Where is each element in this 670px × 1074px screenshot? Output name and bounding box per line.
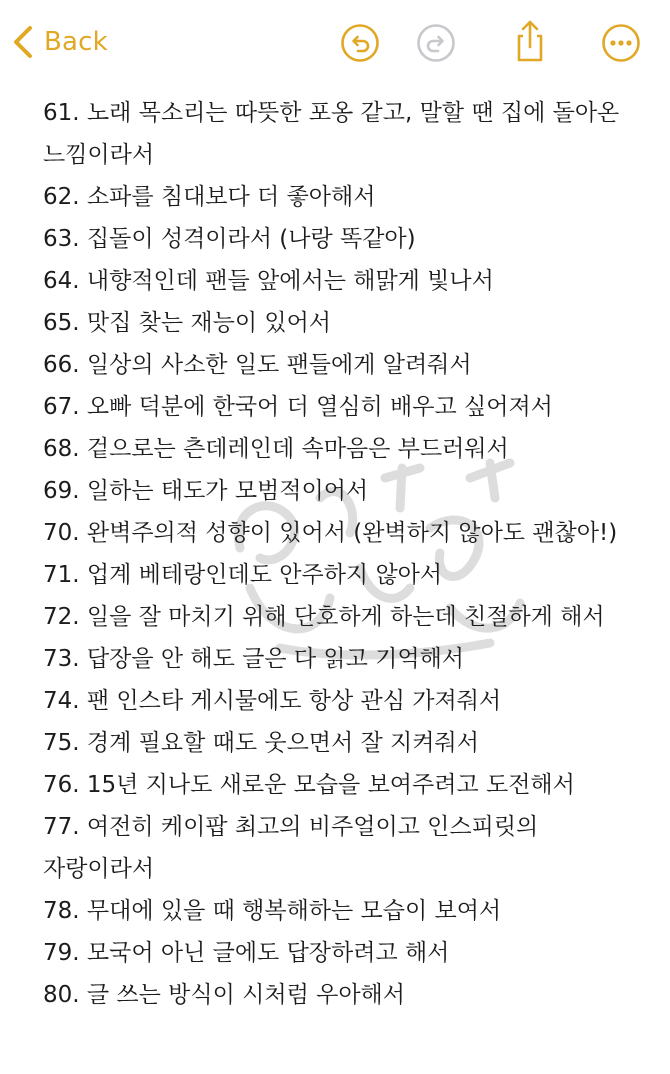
note-line: 71. 업계 베테랑인데도 안주하지 않아서	[43, 562, 443, 588]
more-button[interactable]	[600, 22, 642, 64]
note-line: 61. 노래 목소리는 따뜻한 포옹 같고, 말할 땐 집에 돌아온 느낌이라서	[43, 100, 620, 168]
note-line: 67. 오빠 덕분에 한국어 더 열심히 배우고 싶어져서	[43, 394, 553, 420]
note-line: 70. 완벽주의적 성향이 있어서 (완벽하지 않아도 괜찮아!)	[43, 520, 618, 546]
note-line: 65. 맛집 찾는 재능이 있어서	[43, 310, 332, 336]
note-line: 63. 집돌이 성격이라서 (나랑 똑같아)	[43, 226, 416, 252]
note-line: 66. 일상의 사소한 일도 팬들에게 알려줘서	[43, 352, 472, 378]
back-button[interactable]	[12, 22, 108, 62]
redo-icon	[415, 22, 457, 64]
chevron-left-icon	[12, 24, 34, 60]
note-body[interactable]	[43, 92, 643, 1016]
note-line: 68. 겉으로는 츤데레인데 속마음은 부드러워서	[43, 436, 509, 462]
note-line: 76. 15년 지나도 새로운 모습을 보여주려고 도전해서	[43, 772, 575, 798]
more-icon	[600, 22, 642, 64]
note-line: 79. 모국어 아닌 글에도 답장하려고 해서	[43, 940, 450, 966]
note-line: 80. 글 쓰는 방식이 시처럼 우아해서	[43, 982, 405, 1008]
back-label: Back	[44, 27, 108, 57]
note-line: 74. 팬 인스타 게시물에도 항상 관심 가져줘서	[43, 688, 502, 714]
undo-button[interactable]	[339, 22, 381, 64]
note-line: 62. 소파를 침대보다 더 좋아해서	[43, 184, 376, 210]
navigation-bar	[0, 0, 670, 86]
note-line: 64. 내향적인데 팬들 앞에서는 해맑게 빛나서	[43, 268, 494, 294]
share-button[interactable]	[509, 18, 551, 60]
undo-icon	[339, 22, 381, 64]
note-line: 78. 무대에 있을 때 행복해하는 모습이 보여서	[43, 898, 502, 924]
share-icon	[509, 18, 551, 64]
redo-button[interactable]	[415, 22, 457, 64]
note-line: 75. 경계 필요할 때도 웃으면서 잘 지켜줘서	[43, 730, 479, 756]
note-line: 69. 일하는 태도가 모범적이어서	[43, 478, 369, 504]
note-line: 73. 답장을 안 해도 글은 다 읽고 기억해서	[43, 646, 465, 672]
note-line: 72. 일을 잘 마치기 위해 단호하게 하는데 친절하게 해서	[43, 604, 605, 630]
note-line: 77. 여전히 케이팝 최고의 비주얼이고 인스피릿의 자랑이라서	[43, 814, 539, 882]
